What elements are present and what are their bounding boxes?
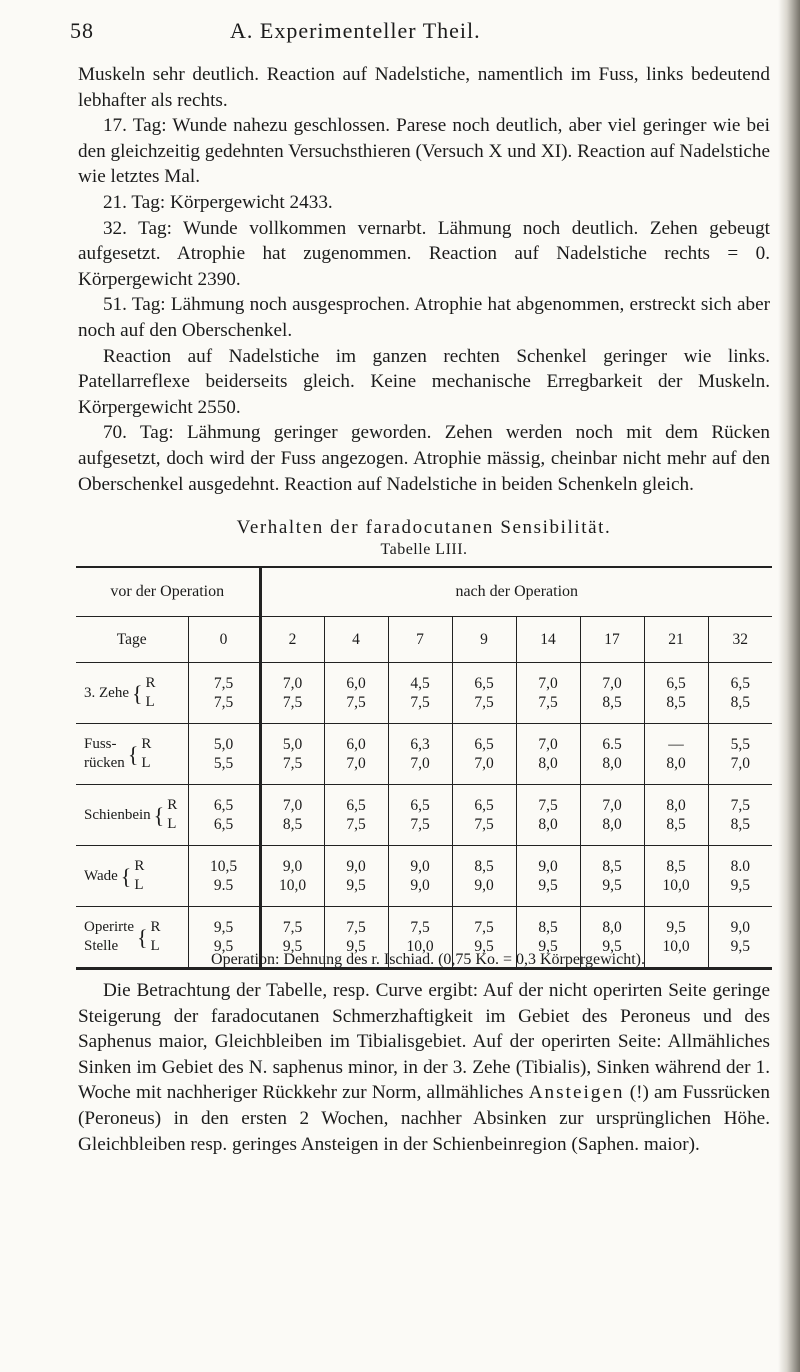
value-r: 7,5 [282,919,303,936]
value-r: 6,0 [346,736,366,753]
value-r: 6,5 [410,797,430,814]
value-l: 10,0 [278,877,307,894]
table-group-header [76,567,772,617]
side-label: R [145,675,156,691]
day-cell: 21 [644,617,708,663]
value-cell [260,846,324,907]
value-r: 6,5 [346,797,366,814]
value-cell [452,663,516,724]
group-after-operation: nach der Operation [260,567,772,617]
table-row [76,724,772,785]
row-label-text: Fuss- [84,736,117,752]
value-l: 7,5 [410,694,430,711]
value-r: 5,0 [282,736,303,753]
table-row [76,785,772,846]
value-r: 7,0 [282,797,303,814]
day-cell: 14 [516,617,580,663]
value-r: 8,5 [538,919,558,936]
side-label: L [145,694,155,710]
value-r: 9,0 [282,858,303,875]
value-r: 9,5 [666,919,686,936]
value-cell [644,663,708,724]
value-r: 6,5 [730,675,750,692]
brace-glyph: { [131,680,143,706]
side-label: L [167,816,177,832]
value-l: 10,0 [662,877,690,894]
page-number: 58 [70,18,94,43]
value-l: 8,5 [666,694,686,711]
value-r: 8,5 [666,858,686,875]
row-label [76,663,188,724]
value-l: 8,5 [282,816,303,833]
value-cell [452,846,516,907]
value-l: 7,5 [538,694,558,711]
value-l: 5,5 [213,755,234,772]
value-l: 7,5 [213,694,234,711]
value-r: 7,0 [602,797,622,814]
value-l: 7,5 [282,694,303,711]
value-cell [708,785,772,846]
table-footnote: Operation: Dehnung des r. Ischiad. (0,75 Ko. = 0,3 Körpergewicht). [211,951,645,968]
emphasis-text: Ansteigen [528,1082,625,1104]
value-cell [708,846,772,907]
side-label: R [167,797,178,813]
table-row [76,846,772,907]
value-cell [580,846,644,907]
value-r: 8.0 [730,858,750,875]
brace-glyph: { [127,741,139,767]
brace-glyph: { [153,802,165,828]
value-r: 8,0 [602,919,622,936]
value-l: 9,5 [730,938,750,955]
paragraph: 21. Tag: Körpergewicht 2433. [102,191,333,213]
value-l: 9,5 [730,877,750,894]
value-l: 7,5 [474,816,494,833]
paragraph: 70. Tag: Lähmung geringer geworden. Zehen werden noch mit dem Rücken aufgesetzt, doch wird der Fuss angezogen. Atrophie mässig, cheinbar nicht mehr auf den Oberschenkel ausgedehnt. Reaction auf Nadelstiche in beiden Schenkeln gleich. [78,422,770,495]
value-l: 8,5 [666,816,686,833]
value-l: 10,0 [662,938,690,955]
value-l: 9,5 [213,938,234,955]
value-r: 9,0 [410,858,430,875]
value-cell [388,663,452,724]
value-cell [260,785,324,846]
value-cell [188,785,260,846]
value-r: 7,5 [346,919,366,936]
value-l: 8,5 [602,694,622,711]
value-r: 8,5 [474,858,494,875]
body-text-top [78,62,770,497]
value-l: 9,5 [346,877,366,894]
value-l: 7,5 [346,694,366,711]
value-l: 8,5 [730,694,750,711]
value-l: 9,5 [538,877,558,894]
value-l: 8,0 [666,755,686,772]
value-cell [388,846,452,907]
value-cell [644,846,708,907]
page-edge-shadow [778,0,800,1372]
value-cell [452,785,516,846]
value-cell [324,846,388,907]
day-cell: 32 [708,617,772,663]
value-r: 6,5 [666,675,686,692]
value-r: 6,0 [346,675,366,692]
day-cell: 0 [188,617,260,663]
value-r: 7,5 [410,919,430,936]
side-label: R [141,736,152,752]
side-label: L [141,755,151,771]
value-cell [516,724,580,785]
value-cell [580,785,644,846]
value-cell [708,663,772,724]
value-l: 6,5 [213,816,234,833]
running-title: A. Experimenteller Theil. [230,18,481,43]
value-r: 6,5 [213,797,234,814]
row-label-text: 3. Zehe [84,684,129,701]
value-l: 7,5 [410,816,430,833]
value-r: 9,5 [213,919,234,936]
value-cell [580,724,644,785]
value-r: 6,5 [474,675,494,692]
value-r: 8,5 [602,858,622,875]
value-r: 5,5 [730,736,750,753]
value-cell [516,663,580,724]
day-cell: 4 [324,617,388,663]
value-r: — [668,736,684,753]
paragraph-part: (!) am Fussrücken (Peroneus) in den ersten 2 Wochen, nachher Absinken zur ursprünglichen Höhe. Gleichbleiben resp. geringes Ansteigen in der Schienbeinregion (Saphen. maior). [78,1082,771,1155]
value-r: 9,0 [346,858,366,875]
row-label-text: Wade [84,867,118,884]
value-r: 7,5 [474,919,494,936]
value-l: 7,0 [730,755,750,772]
value-l: 9,5 [346,938,366,955]
value-l: 9,5 [282,938,303,955]
row-label [76,724,188,785]
table-heading: Verhalten der faradocutanen Sensibilität. [236,517,612,538]
value-r: 5,0 [213,736,234,753]
brace-glyph: { [136,924,148,950]
value-r: 6.5 [602,736,622,753]
value-cell [516,785,580,846]
value-r: 7,5 [730,797,750,814]
value-r: 6,5 [474,736,494,753]
paragraph: 32. Tag: Wunde vollkommen vernarbt. Lähmung noch deutlich. Zehen gebeugt aufgesetzt. Atrophie hat zugenommen. Reaction auf Nadelstiche rechts = 0. Körpergewicht 2390. [78,217,770,290]
value-l: 8,5 [730,816,750,833]
value-l: 7,0 [346,755,366,772]
value-cell [452,724,516,785]
paragraph: 51. Tag: Lähmung noch ausgesprochen. Atrophie hat abgenommen, erstreckt sich aber noch auf den Oberschenkel. [78,294,770,341]
day-cell: 7 [388,617,452,663]
page-header [70,18,770,52]
row-label-text: Stelle [84,938,119,954]
value-l: 9,0 [474,877,494,894]
body-text-bottom [78,978,770,1157]
value-l: 9,5 [602,938,622,955]
value-cell [188,724,260,785]
value-l: 7,0 [410,755,430,772]
day-cell: 17 [580,617,644,663]
value-r: 7,0 [538,675,558,692]
row-label-text: rücken [84,755,125,771]
day-cell: 9 [452,617,516,663]
paragraph [78,978,770,1157]
value-l: 7,5 [346,816,366,833]
row-label [76,846,188,907]
value-cell [516,846,580,907]
value-cell [580,663,644,724]
value-l: 9.5 [213,877,234,894]
value-r: 8,0 [666,797,686,814]
side-label: R [150,919,161,935]
value-l: 8,0 [538,755,558,772]
value-l: 9,5 [538,938,558,955]
value-cell [188,663,260,724]
value-cell [260,724,324,785]
table-days-row [76,617,772,663]
value-l: 9,5 [474,938,494,955]
value-l: 8,0 [602,755,622,772]
value-l: 10,0 [406,938,434,955]
day-cell: 2 [260,617,324,663]
table-row [76,663,772,724]
value-cell [188,846,260,907]
value-l: 7,0 [474,755,494,772]
value-l: 8,0 [602,816,622,833]
value-l: 9,0 [410,877,430,894]
side-label: L [134,877,144,893]
row-label-text: Schienbein [84,806,151,823]
value-r: 9,0 [730,919,750,936]
side-label: R [134,858,145,874]
paragraph: 17. Tag: Wunde nahezu geschlossen. Parese noch deutlich, aber viel geringer wie bei den gleichzeitig gedehnten Versuchsthieren (Versuch X und XI). Reaction auf Nadelstiche wie letztes Mal. [78,115,770,188]
value-r: 7,0 [282,675,303,692]
value-r: 7,0 [538,736,558,753]
tage-label: Tage [76,617,188,663]
value-cell [324,724,388,785]
side-label: L [150,938,160,954]
value-cell [388,785,452,846]
value-cell [324,785,388,846]
value-cell [644,724,708,785]
row-label [76,785,188,846]
value-r: 9,0 [538,858,558,875]
value-cell [708,724,772,785]
brace-glyph: { [120,863,132,889]
value-l: 8,0 [538,816,558,833]
value-l: 9,5 [602,877,622,894]
value-l: 7,5 [282,755,303,772]
paragraph: Reaction auf Nadelstiche im ganzen rechten Schenkel geringer wie links. Patellarreflexe beiderseits gleich. Keine mechanische Erregbarkeit der Muskeln. Körpergewicht 2550. [78,345,770,418]
value-r: 7,5 [538,797,558,814]
value-cell [324,663,388,724]
value-r: 10,5 [209,858,238,875]
group-before-operation: vor der Operation [76,567,260,617]
value-r: 6,3 [410,736,430,753]
value-r: 4,5 [410,675,430,692]
value-cell [260,663,324,724]
value-r: 6,5 [474,797,494,814]
table-caption: Tabelle LIII. [380,541,468,558]
paragraph: Muskeln sehr deutlich. Reaction auf Nadelstiche, namentlich im Fuss, links bedeutend lebhafter als rechts. [78,64,770,111]
value-cell [388,724,452,785]
sensibility-table [76,566,772,970]
value-l: 7,5 [474,694,494,711]
value-r: 7,5 [213,675,234,692]
value-cell [644,785,708,846]
value-r: 7,0 [602,675,622,692]
paragraph-part: Die Betrachtung der Tabelle, resp. Curve ergibt: Auf der nicht operirten Seite geringe Steigerung der faradocutanen Schmerzhaftigkeit im Gebiet des Peroneus und des Saphenus maior, Gleichbleiben im Tibialisgebiet. Auf der operirten Seite: Allmähliches Sinken im Gebiet des N. saphenus minor, in der 3. Zehe (Tibialis), Sinken während der 1. Woche mit nachheriger Rückkehr zur Norm, allmähliches [78,980,770,1104]
row-label-text: Operirte [84,919,134,935]
